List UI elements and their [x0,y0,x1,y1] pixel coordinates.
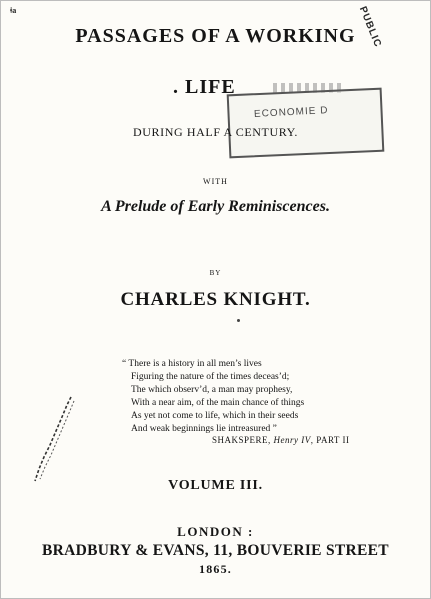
epigraph-line: The which observ’d, a man may prophesy, [131,385,293,395]
page-mark: ǂa [10,6,17,15]
volume-number: VOLUME III. [168,478,263,493]
library-stamp-text: ECONOMIE D [253,105,329,120]
epigraph-line: As yet not come to life, which in their seeds [131,411,299,421]
epigraph-line: Figuring the nature of the times deceas’d; [131,372,290,382]
subtitle: DURING HALF A CENTURY. [133,125,298,139]
book-title-line-1: PASSAGES OF A WORKING [75,25,356,47]
prelude-line: A Prelude of Early Reminiscences. [101,198,330,215]
book-title-line-2: . LIFE [173,76,236,98]
attribution-author: SHAKSPERE, [212,435,271,445]
public-library-stamp: PUBLIC [356,5,384,50]
epigraph-line: “ There is a history in all men’s lives [122,359,262,369]
attribution-part: , PART II [310,435,350,445]
publication-place: LONDON : [177,524,254,539]
epigraph [122,358,304,436]
by-label: BY [209,269,222,277]
with-label: WITH [203,177,228,186]
ink-dot [237,319,240,322]
library-stamp-box [227,88,385,159]
epigraph-line: With a near aim, of the main chance of things [131,398,305,408]
publisher: BRADBURY & EVANS, 11, BOUVERIE STREET [42,542,389,559]
author-name: CHARLES KNIGHT. [120,289,311,310]
pencil-scribble [31,393,77,485]
publication-year: 1865. [199,562,232,576]
epigraph-line: And weak beginnings lie intreasured ” [131,424,277,434]
attribution-work: Henry IV [273,435,311,445]
epigraph-attribution [212,435,350,445]
